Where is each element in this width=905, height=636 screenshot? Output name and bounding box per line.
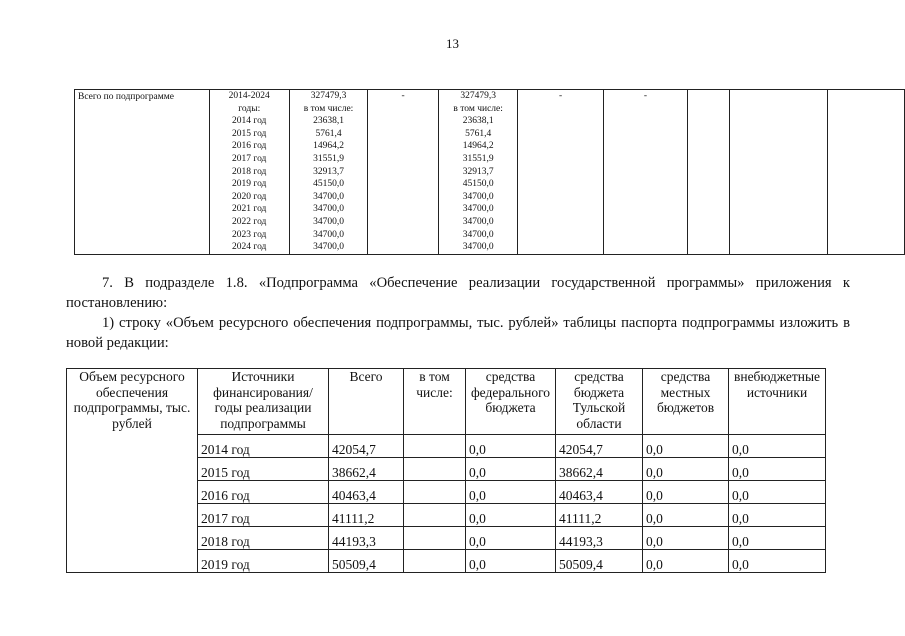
total-cell: 41111,2 (329, 504, 404, 527)
federal-cell: 0,0 (466, 435, 556, 458)
budget-value: 5761,4 (465, 128, 492, 139)
header-funding-sources: Источники финансирования/ годы реализации подпрограммы (198, 369, 329, 435)
budget-value: в том числе: (453, 103, 503, 114)
federal-cell: 0,0 (466, 527, 556, 550)
total-value: 45150,0 (313, 179, 344, 190)
top-summary-table (74, 89, 905, 255)
extrabudgetary-cell: 0,0 (729, 481, 826, 504)
budget-value: 32913,7 (462, 166, 494, 177)
budget-value: 34700,0 (462, 216, 494, 227)
year-line: 2022 год (232, 216, 267, 227)
budget-value: 31551,9 (462, 153, 494, 164)
extrabudgetary-cell: 0,0 (729, 435, 826, 458)
empty-cell (730, 90, 828, 255)
year-cell: 2019 год (198, 550, 329, 573)
header-including: в том числе: (404, 369, 466, 435)
total-column (289, 90, 367, 255)
year-line: 2018 год (232, 166, 267, 177)
including-cell (404, 481, 466, 504)
total-value: 34700,0 (313, 191, 344, 202)
total-cell: 38662,4 (329, 458, 404, 481)
empty-cell (828, 90, 905, 255)
total-value: 327479,3 (310, 91, 347, 101)
regional-cell: 40463,4 (556, 481, 643, 504)
total-value: 31551,9 (313, 153, 344, 164)
regional-cell: 44193,3 (556, 527, 643, 550)
subprogram-total-label: Всего по подпрограмме (75, 90, 210, 255)
budget-value: 327479,3 (460, 91, 496, 101)
year-line: 2021 год (232, 204, 267, 215)
budget-value: 14964,2 (462, 141, 494, 152)
empty-cell (688, 90, 730, 255)
total-value: 34700,0 (313, 204, 344, 215)
paragraph-subitem-1: 1) строку «Объем ресурсного обеспечения подпрограммы, тыс. рублей» таблицы паспорта подпрограммы изложить в новой редакции: (66, 315, 850, 351)
local-cell: 0,0 (643, 527, 729, 550)
budget-value: 34700,0 (462, 204, 494, 215)
total-cell: 42054,7 (329, 435, 404, 458)
year-cell: 2018 год (198, 527, 329, 550)
year-cell: 2017 год (198, 504, 329, 527)
year-line: 2020 год (232, 191, 267, 202)
total-value: в том числе: (303, 103, 354, 114)
including-cell (404, 550, 466, 573)
budget-value: 34700,0 (462, 191, 494, 202)
row-header-resource-volume: Объем ресурсного обеспечения подпрограммы, тыс. рублей (67, 369, 198, 573)
header-extrabudgetary: внебюджетные источники (729, 369, 826, 435)
regional-cell: 41111,2 (556, 504, 643, 527)
total-value: 32913,7 (313, 166, 344, 177)
total-value: 5761,4 (315, 128, 342, 139)
federal-cell: 0,0 (466, 504, 556, 527)
local-cell: 0,0 (643, 550, 729, 573)
budget-value: 34700,0 (462, 242, 494, 253)
total-cell: 44193,3 (329, 527, 404, 550)
year-line: 2017 год (232, 153, 267, 164)
local-cell: 0,0 (643, 435, 729, 458)
total-value: 34700,0 (313, 242, 344, 253)
budget-value: 34700,0 (462, 229, 494, 240)
year-line: 2014-2024 (228, 91, 270, 101)
federal-cell: 0,0 (466, 458, 556, 481)
header-local-budgets: средства местных бюджетов (643, 369, 729, 435)
dash-cell: - (368, 90, 439, 255)
year-line: 2024 год (232, 242, 267, 253)
extrabudgetary-cell: 0,0 (729, 550, 826, 573)
year-line: годы: (238, 103, 261, 114)
extrabudgetary-cell: 0,0 (729, 527, 826, 550)
including-cell (404, 435, 466, 458)
local-cell: 0,0 (643, 458, 729, 481)
regional-cell: 42054,7 (556, 435, 643, 458)
dash-cell: - (518, 90, 603, 255)
local-cell: 0,0 (643, 481, 729, 504)
federal-cell: 0,0 (466, 550, 556, 573)
total-value: 14964,2 (313, 141, 344, 152)
year-line: 2014 год (232, 116, 267, 127)
regional-cell: 50509,4 (556, 550, 643, 573)
year-line: 2023 год (232, 229, 267, 240)
total-cell: 40463,4 (329, 481, 404, 504)
year-cell: 2016 год (198, 481, 329, 504)
year-line: 2015 год (232, 128, 267, 139)
year-cell: 2015 год (198, 458, 329, 481)
budget-column (438, 90, 517, 255)
budget-value: 45150,0 (462, 179, 494, 190)
years-column (209, 90, 289, 255)
including-cell (404, 527, 466, 550)
dash-cell: - (603, 90, 687, 255)
page-number: 13 (446, 36, 459, 51)
local-cell: 0,0 (643, 504, 729, 527)
header-total: Всего (329, 369, 404, 435)
year-line: 2019 год (232, 179, 267, 190)
federal-cell: 0,0 (466, 481, 556, 504)
header-regional-budget: средства бюджета Тульской области (556, 369, 643, 435)
total-cell: 50509,4 (329, 550, 404, 573)
extrabudgetary-cell: 0,0 (729, 504, 826, 527)
resource-provision-table (66, 368, 826, 573)
regional-cell: 38662,4 (556, 458, 643, 481)
budget-value: 23638,1 (462, 116, 494, 127)
including-cell (404, 458, 466, 481)
including-cell (404, 504, 466, 527)
year-line: 2016 год (232, 141, 267, 152)
paragraph-item-7: 7. В подразделе 1.8. «Подпрограмма «Обеспечение реализации государственной программы» приложения к постановлению: (66, 275, 850, 311)
total-value: 23638,1 (313, 116, 344, 127)
total-value: 34700,0 (313, 216, 344, 227)
header-federal-budget: средства федерального бюджета (466, 369, 556, 435)
extrabudgetary-cell: 0,0 (729, 458, 826, 481)
year-cell: 2014 год (198, 435, 329, 458)
total-value: 34700,0 (313, 229, 344, 240)
